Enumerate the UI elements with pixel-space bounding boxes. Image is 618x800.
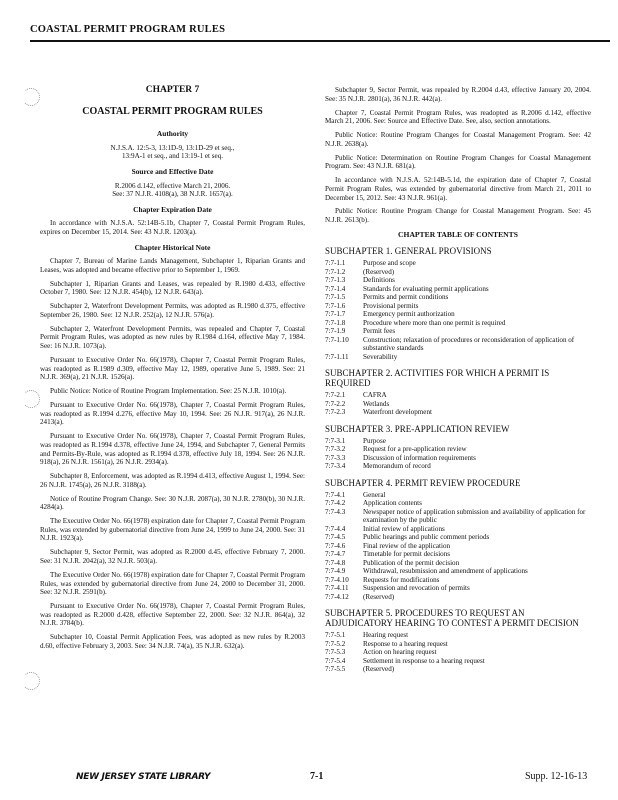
toc-entry: [325, 499, 591, 508]
section-number: 7:7-1.10: [325, 335, 349, 344]
section-number: 7:7-1.3: [325, 276, 346, 285]
history-paragraph: Pursuant to Executive Order No. 66(1978), Chapter 7, Coastal Permit Program Rules, was readopted as R.1994 d.276, effective May 10, 1994. See: 26 N.J.R. 917(a), 26 N.J.R. 2413(a).: [40, 401, 305, 427]
source-heading: Source and Effective Date: [131, 166, 214, 176]
section-title: Emergency permit authorization: [363, 310, 455, 319]
section-number: 7:7-1.5: [325, 293, 346, 302]
toc-entry: [325, 400, 591, 409]
section-number: 7:7-2.2: [325, 399, 346, 408]
section-title: Severability: [363, 352, 398, 361]
section-title: General: [363, 490, 386, 499]
section-title: Waterfront development: [363, 408, 432, 417]
toc-entry: [325, 445, 591, 454]
header-rule: [30, 40, 610, 42]
expiration-paragraph: In accordance with N.J.S.A. 52:14B-5.1b, Chapter 7, Coastal Permit Program Rules, expires on December 15, 2014. See: 43 N.J.R. 1203(a).: [40, 219, 305, 236]
toc-entry: [325, 657, 591, 666]
section-title: Settlement in response to a hearing request: [363, 656, 485, 665]
running-header: COASTAL PERMIT PROGRAM RULES: [30, 24, 226, 35]
expiration-heading: Chapter Expiration Date: [133, 204, 212, 214]
section-number: 7:7-1.11: [325, 352, 349, 361]
chapter-title: COASTAL PERMIT PROGRAM RULES: [82, 105, 263, 117]
toc-entry: [325, 593, 591, 602]
section-title: Permit fees: [363, 327, 396, 336]
history-paragraph: The Executive Order No. 66(1978) expiration date for Chapter 7, Coastal Permit Program Rules, was extended by gubernatorial directive from June 24, 2000 to December 31, 2000. See: 32 N.J.R. 2591(b).: [40, 571, 305, 597]
page-number: 7-1: [310, 771, 324, 782]
toc-entry: [325, 542, 591, 551]
history-paragraph: Public Notice: Notice of Routine Program Implementation. See: 25 N.J.R. 1010(a).: [50, 387, 287, 396]
section-title: Definitions: [363, 276, 395, 285]
history-paragraph: Subchapter 2, Waterfront Development Permits, was adopted as R.1980 d.375, effective September 26, 1980. See: 12 N.J.R. 252(a), 12 N.J.R. 576(a).: [40, 302, 305, 319]
section-title: Procedure where more than one permit is required: [363, 318, 506, 327]
toc-entry: [325, 640, 591, 649]
toc-entry: [325, 276, 591, 285]
toc-entry: [325, 310, 591, 319]
history-notes-right: [325, 86, 591, 225]
toc-entry: [325, 408, 591, 417]
toc-entry: [325, 293, 591, 302]
section-number: 7:7-3.2: [325, 445, 346, 454]
section-title: Application contents: [363, 499, 422, 508]
authority-line: N.J.S.A. 12:5-3, 13:1D-9, 13:1D-29 et seq.,: [110, 143, 235, 152]
history-paragraph: The Executive Order No. 66(1978) expiration date for Chapter 7, Coastal Permit Program Rules, was extended by gubernatorial directive from June 24, 1999 to June 24, 2000. See: 31 N.J.R. 1923(a).: [40, 517, 305, 543]
section-number: 7:7-5.4: [325, 656, 346, 665]
section-number: 7:7-4.12: [325, 592, 349, 601]
history-paragraph: In accordance with N.J.S.A. 52:14B-5.1d, the expiration date of Chapter 7, Coastal Permit Program Rules, was extended by gubernatorial directive from March 21, 2011 to December 15, 2012. See: 43 N.J.R. 961(a).: [325, 176, 591, 202]
toc-entry: [325, 285, 591, 294]
section-number: 7:7-4.11: [325, 584, 349, 593]
toc-entry: [325, 508, 591, 525]
history-paragraph: Pursuant to Executive Order No. 66(1978), Chapter 7, Coastal Permit Program Rules, was readopted as R.1994 d.378, effective June 24, 1994, and Subchapter 7, General Permits and Permits-By-Rule, was adopted as R.1994 d.378, effective July 18, 1994. See: 26 N.J.R. 918(a), 26 N.J.R. 1561(a), 26 N.J.R. 2934(a).: [40, 432, 305, 467]
history-notes-left: [40, 257, 305, 650]
binder-hole-mark: [22, 390, 40, 408]
subchapter-heading: SUBCHAPTER 4. PERMIT REVIEW PROCEDURE: [325, 477, 521, 488]
section-title: Response to a hearing request: [363, 639, 448, 648]
toc-entry: [325, 336, 591, 353]
section-title: Timetable for permit decisions: [363, 550, 451, 559]
history-paragraph: Subchapter 8, Enforcement, was adopted as R.1994 d.413, effective August 1, 1994. See: 26 N.J.R. 1745(a), 26 N.J.R. 3188(a).: [40, 472, 305, 489]
toc-entry: [325, 525, 591, 534]
toc-entry: [325, 550, 591, 559]
subchapter-heading: SUBCHAPTER 5. PROCEDURES TO REQUEST AN ADJUDICATORY HEARING TO CONTEST A PERMIT DECISION: [325, 608, 579, 629]
toc-entry: [325, 259, 591, 268]
section-number: 7:7-4.1: [325, 490, 346, 499]
section-number: 7:7-4.4: [325, 524, 346, 533]
toc-entry: [325, 391, 591, 400]
section-number: 7:7-5.3: [325, 648, 346, 657]
toc-entry: [325, 533, 591, 542]
supplement-date: Supp. 12-16-13: [525, 771, 588, 782]
section-title: Memorandum of record: [363, 462, 431, 471]
section-number: 7:7-3.4: [325, 462, 346, 471]
history-paragraph: Public Notice: Determination on Routine Program Changes for Coastal Management Program. See: 43 N.J.R. 681(a).: [325, 153, 591, 171]
section-number: 7:7-2.3: [325, 408, 346, 417]
history-paragraph: Subchapter 10, Coastal Permit Application Fees, was adopted as new rules by R.2003 d.60, effective February 3, 2003. See: 34 N.J.R. 74(a), 35 N.J.R. 632(a).: [40, 633, 305, 650]
section-title: Request for a pre-application review: [363, 445, 467, 454]
toc-entry: [325, 462, 591, 471]
toc-entry: [325, 302, 591, 311]
section-number: 7:7-3.3: [325, 453, 346, 462]
history-paragraph: Public Notice: Routine Program Change for Coastal Management Program. See: 45 N.J.R. 2613(b).: [325, 207, 591, 225]
toc-heading: CHAPTER TABLE OF CONTENTS: [398, 229, 518, 239]
binder-hole-mark: [22, 88, 40, 106]
section-number: 7:7-4.3: [325, 507, 346, 516]
section-number: 7:7-5.2: [325, 639, 346, 648]
source-block: [40, 182, 305, 199]
toc-entry: [325, 576, 591, 585]
source-line: R.2006 d.142, effective March 21, 2006.: [114, 181, 231, 190]
section-title: Permits and permit conditions: [363, 293, 449, 302]
toc-entry: [325, 567, 591, 576]
toc-entry: [325, 454, 591, 463]
library-stamp: NEW JERSEY STATE LIBRARY: [76, 772, 211, 782]
history-paragraph: Chapter 7, Bureau of Marine Lands Management, Subchapter 1, Riparian Grants and Leases, was adopted and became effective prior to September 1, 1969.: [40, 257, 305, 274]
binder-hole-mark: [22, 672, 40, 690]
section-title: (Reserved): [363, 592, 395, 601]
section-number: 7:7-4.7: [325, 550, 346, 559]
section-number: 7:7-3.1: [325, 436, 346, 445]
toc-entry: [325, 327, 591, 336]
section-number: 7:7-1.2: [325, 267, 346, 276]
history-paragraph: Subchapter 2, Waterfront Development Permits, was repealed and Chapter 7, Coastal Permit Program Rules, was adopted as new rules by R.1984 d.164, effective May 7, 1984. See: 16 N.J.R. 1073(a).: [40, 324, 305, 351]
subchapter-heading: SUBCHAPTER 2. ACTIVITIES FOR WHICH A PERMIT IS REQUIRED: [325, 368, 550, 389]
toc-entry: [325, 665, 591, 674]
section-title: Action on hearing request: [363, 648, 437, 657]
authority-block: [40, 144, 305, 161]
section-number: 7:7-1.7: [325, 310, 346, 319]
section-number: 7:7-1.9: [325, 327, 346, 336]
table-of-contents: [325, 246, 591, 674]
toc-entry: [325, 559, 591, 568]
section-title: Newspaper notice of application submission and availability of application for examination by the public: [363, 507, 586, 525]
section-number: 7:7-4.2: [325, 499, 346, 508]
subchapter-heading: SUBCHAPTER 3. PRE-APPLICATION REVIEW: [325, 423, 510, 434]
section-title: Standards for evaluating permit applications: [363, 284, 489, 293]
section-number: 7:7-5.5: [325, 665, 346, 674]
section-title: Initial review of applications: [363, 524, 445, 533]
left-column: [40, 86, 305, 656]
right-column: [325, 86, 591, 674]
history-paragraph: Public Notice: Routine Program Changes for Coastal Management Program. See: 42 N.J.R. 2638(a).: [325, 131, 591, 148]
history-paragraph: Subchapter 1, Riparian Grants and Leases, was repealed by R.1980 d.433, effective October 7, 1980. See: 12 N.J.R. 454(b), 12 N.J.R. 643(a).: [40, 279, 305, 297]
history-paragraph: Subchapter 9, Sector Permit, was adopted as R.2000 d.45, effective February 7, 2000. See: 31 N.J.R. 2042(a), 32 N.J.R. 503(a).: [40, 548, 305, 566]
section-title: Purpose: [363, 436, 386, 445]
section-number: 7:7-4.9: [325, 567, 346, 576]
section-number: 7:7-1.1: [325, 259, 346, 268]
authority-line: 13:9A-1 et seq., and 13:19-1 et seq.: [121, 152, 224, 161]
section-title: Public hearings and public comment periods: [363, 533, 490, 542]
section-number: 7:7-1.8: [325, 318, 346, 327]
toc-entry: [325, 584, 591, 593]
section-title: Suspension and revocation of permits: [363, 584, 470, 593]
section-title: Discussion of information requirements: [363, 453, 476, 462]
section-title: Wetlands: [363, 399, 390, 408]
toc-entry: [325, 353, 591, 362]
section-title: Requests for modifications: [363, 575, 440, 584]
section-number: 7:7-1.6: [325, 301, 346, 310]
section-title: Withdrawal, resubmission and amendment of applications: [363, 567, 528, 576]
section-title: Purpose and scope: [363, 259, 416, 268]
history-paragraph: Notice of Routine Program Change. See: 30 N.J.R. 2087(a), 30 N.J.R. 2780(b), 30 N.J.R. 4284(a).: [40, 494, 305, 512]
history-paragraph: Subchapter 9, Sector Permit, was repealed by R.2004 d.43, effective January 20, 2004. See: 35 N.J.R. 2801(a), 36 N.J.R. 442(a).: [325, 86, 591, 103]
section-number: 7:7-4.6: [325, 541, 346, 550]
section-number: 7:7-4.8: [325, 558, 346, 567]
section-title: Final review of the application: [363, 541, 451, 550]
section-title: (Reserved): [363, 267, 395, 276]
toc-entry: [325, 319, 591, 328]
toc-entry: [325, 491, 591, 500]
toc-entry: [325, 268, 591, 277]
authority-heading: Authority: [156, 129, 189, 139]
source-line: See: 37 N.J.R. 4108(a), 38 N.J.R. 1657(a).: [112, 190, 233, 199]
section-title: (Reserved): [363, 665, 395, 674]
section-title: Provisional permits: [363, 301, 419, 310]
subchapter-heading: SUBCHAPTER 1. GENERAL PROVISIONS: [325, 246, 492, 257]
toc-entry: [325, 437, 591, 446]
history-paragraph: Pursuant to Executive Order No. 66(1978), Chapter 7, Coastal Permit Program Rules, was readopted as R.1989 d.309, effective May 12, 1989, operative June 5, 1989. See: 21 N.J.R. 369(a), 21 N.J.R. 1526(a).: [40, 356, 305, 382]
toc-entry: [325, 648, 591, 657]
section-number: 7:7-5.1: [325, 631, 346, 640]
toc-entry: [325, 631, 591, 640]
section-number: 7:7-2.1: [325, 391, 346, 400]
section-number: 7:7-4.5: [325, 533, 346, 542]
section-title: Construction; relaxation of procedures or reconsideration of application of substantive standards: [363, 335, 575, 353]
history-paragraph: Chapter 7, Coastal Permit Program Rules, was readopted as R.2006 d.142, effective March 21, 2006. See: Source and Effective Date. See, also, section annotations.: [325, 108, 591, 126]
history-heading: Chapter Historical Note: [134, 242, 211, 252]
section-number: 7:7-4.10: [325, 575, 349, 584]
section-title: Hearing request: [363, 631, 409, 640]
history-paragraph: Pursuant to Executive Order No. 66(1978), Chapter 7, Coastal Permit Program Rules, was readopted as R.2000 d.428, effective September 22, 2000. See: 32 N.J.R. 864(a), 32 N.J.R. 3784(b).: [40, 602, 305, 628]
section-number: 7:7-1.4: [325, 284, 346, 293]
section-title: CAFRA: [363, 391, 387, 400]
section-title: Publication of the permit decision: [363, 558, 460, 567]
chapter-number: CHAPTER 7: [145, 85, 200, 95]
